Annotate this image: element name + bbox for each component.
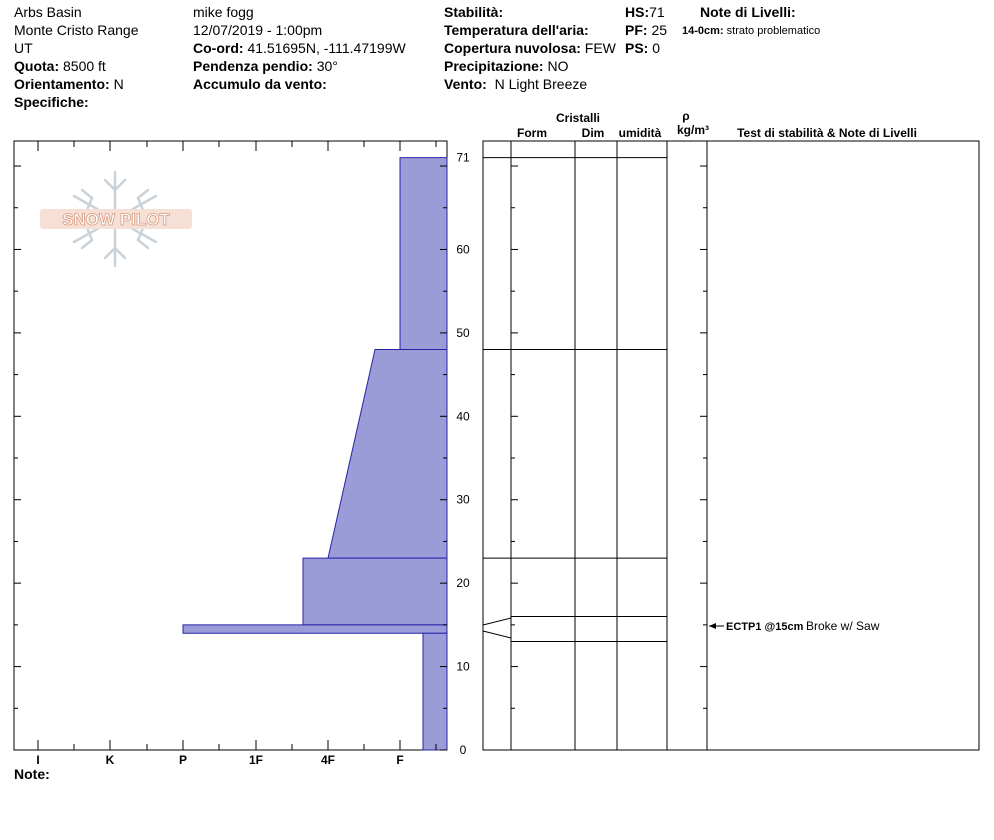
hardness-tick-label: 1F <box>248 753 264 767</box>
wind-loading-label: Accumulo da vento: <box>193 76 327 92</box>
moisture-header: umidità <box>618 126 662 140</box>
specifics-label: Specifiche: <box>14 94 89 110</box>
layer-note-depth: 14-0cm: <box>682 25 724 37</box>
wind-label: Vento: <box>444 76 487 92</box>
slope-value: 30° <box>316 58 338 74</box>
stability-label: Stabilità: <box>444 4 504 20</box>
layer-table-frame <box>483 141 979 750</box>
arrow-left-icon <box>709 623 716 629</box>
stability-notes-header: Test di stabilità & Note di Livelli <box>737 126 917 140</box>
datetime: 12/07/2019 - 1:00pm <box>193 22 323 38</box>
depth-tick-label: 30 <box>456 492 470 507</box>
hardness-tick-label: F <box>396 753 404 767</box>
hardness-tick-label: K <box>105 753 115 767</box>
location: Arbs Basin <box>14 4 82 20</box>
hardness-layer-4 <box>423 633 447 750</box>
aspect-label: Orientamento: <box>14 76 110 92</box>
hs-label: HS: <box>625 4 650 20</box>
test-label: ECTP1 @15cm <box>726 621 804 633</box>
depth-tick-label: 40 <box>456 409 470 424</box>
precip-value: NO <box>547 58 569 74</box>
form-header: Form <box>517 126 547 140</box>
depth-tick-label: 10 <box>456 659 470 674</box>
density-unit-header: kg/m³ <box>676 123 710 137</box>
pf-value: 25 <box>651 22 668 38</box>
observer: mike fogg <box>193 4 254 20</box>
notes-label: Note: <box>14 766 50 782</box>
hardness-tick-label: 4F <box>320 753 336 767</box>
hardness-layer-0 <box>400 158 447 350</box>
aspect-value: N <box>113 76 124 92</box>
depth-axis-labels <box>456 151 470 757</box>
hs-value: 71 <box>649 4 665 20</box>
test-note: Broke w/ Saw <box>806 619 880 633</box>
elevation-label: Quota: <box>14 58 60 74</box>
weak-layer-connector <box>483 618 511 638</box>
layer-notes-label: Note di Livelli: <box>700 4 796 20</box>
cloud-value: FEW <box>584 40 616 56</box>
hardness-layer-1 <box>328 350 447 559</box>
coords-label: Co-ord: <box>193 40 244 56</box>
crystals-header: Cristalli <box>555 111 601 125</box>
coords-value: 41.51695N, -111.47199W <box>247 40 406 56</box>
precip-label: Precipitazione: <box>444 58 544 74</box>
layer-note-text: strato problematico <box>726 25 821 37</box>
depth-tick-label: 50 <box>456 325 470 340</box>
air-temp-label: Temperatura dell'aria: <box>444 22 589 38</box>
stability-test-annotation <box>709 619 880 633</box>
state: UT <box>14 40 33 56</box>
depth-tick-label: 60 <box>456 242 470 257</box>
depth-tick-label: 71 <box>456 150 470 165</box>
hardness-profile <box>183 158 447 750</box>
pf-label: PF: <box>625 22 648 38</box>
ps-label: PS: <box>625 40 649 56</box>
size-header: Dim <box>581 126 605 140</box>
cloud-label: Copertura nuvolosa: <box>444 40 581 56</box>
hardness-axis-labels <box>36 753 403 767</box>
depth-tick-label: 20 <box>456 576 470 591</box>
depth-tick-label: 0 <box>459 743 467 757</box>
hardness-layer-3 <box>183 625 447 633</box>
elevation-value: 8500 ft <box>63 58 106 74</box>
slope-label: Pendenza pendio: <box>193 58 313 74</box>
rho-header: ρ <box>682 109 690 123</box>
table-depth-ticks <box>511 166 707 750</box>
ps-value: 0 <box>652 40 661 56</box>
range: Monte Cristo Range <box>14 22 139 38</box>
hardness-tick-label: P <box>178 753 188 767</box>
hardness-tick-label: I <box>36 753 40 767</box>
logo-text: SNOW PILOT <box>62 210 170 229</box>
hardness-layer-2 <box>303 558 447 625</box>
wind-value: N Light Breeze <box>494 76 588 92</box>
